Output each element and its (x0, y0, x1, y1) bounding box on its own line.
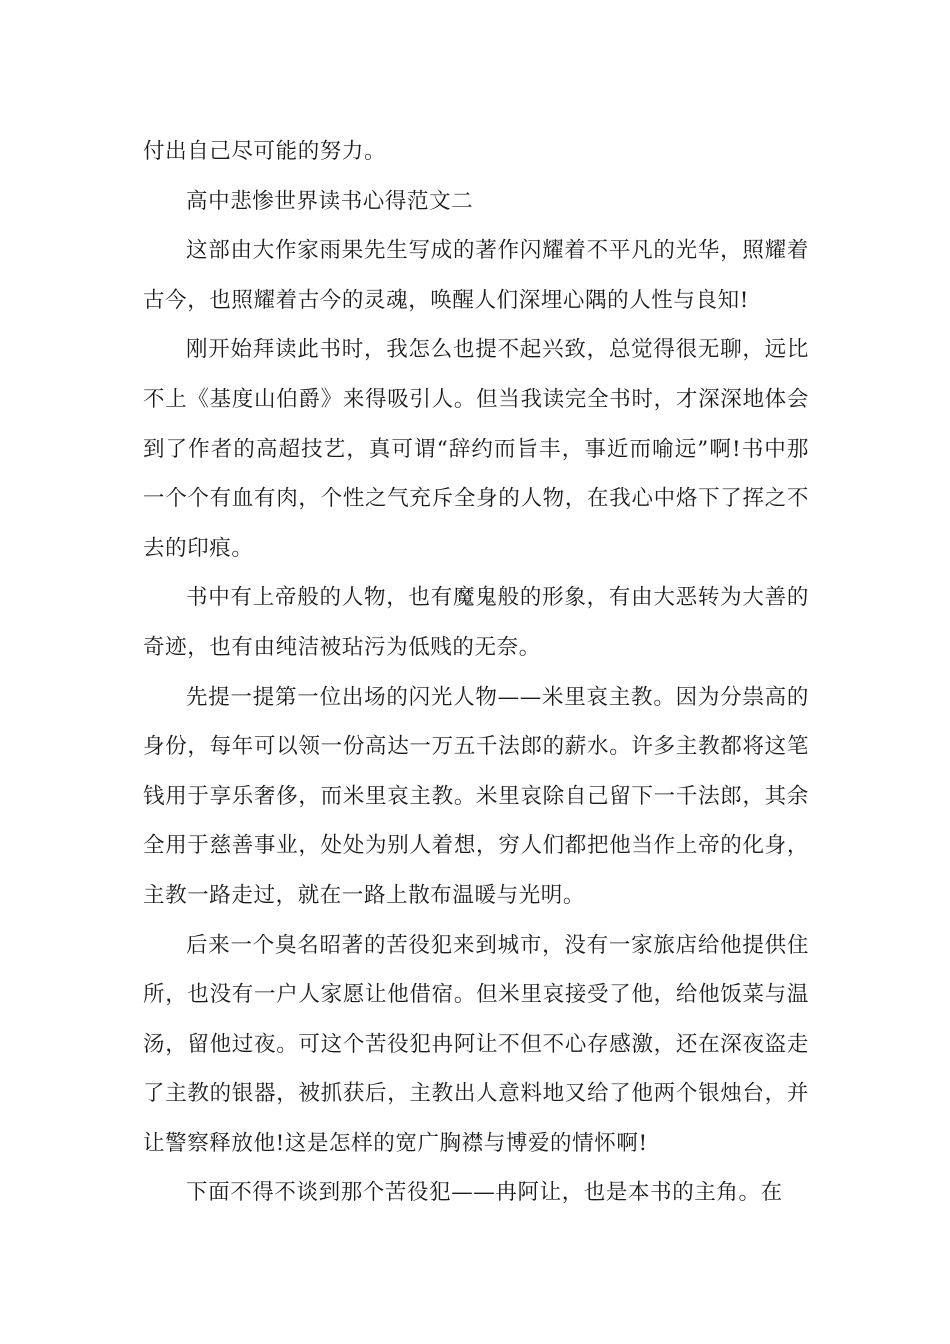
paragraph-2: 这部由大作家雨果先生写成的著作闪耀着不平凡的光华，照耀着古今，也照耀着古今的灵魂，唤醒人们深埋心隅的人性与良知! (143, 238, 809, 313)
paragraph-3: 刚开始拜读此书时，我怎么也提不起兴致，总觉得很无聊，远比不上《基度山伯爵》来得吸引人。但当我读完全书时，才深深地体会到了作者的高超技艺，真可谓“辞约而旨丰，事近而喻远”啊!书中那一个个有血有肉，个性之气充斥全身的人物，在我心中烙下了挥之不去的印痕。 (143, 337, 809, 561)
section-heading: 高中悲惨世界读书心得范文二 (186, 188, 474, 214)
paragraph-7: 下面不得不谈到那个苦役犯——冉阿让，也是本书的主角。在 (186, 1180, 783, 1206)
paragraph-6: 后来一个臭名昭著的苦役犯来到城市，没有一家旅店给他提供住所，也没有一户人家愿让他借宿。但米里哀接受了他，给他饭菜与温汤，留他过夜。可这个苦役犯冉阿让不但不心存感激，还在深夜盗走了主教的银器，被抓获后，主教出人意料地又给了他两个银烛台，并让警察释放他!这是怎样的宽广胸襟与博爱的情怀啊! (143, 932, 809, 1156)
document-body (143, 127, 809, 1218)
paragraph-5: 先提一提第一位出场的闪光人物——米里哀主教。因为分祟高的身份，每年可以领一份高达一万五千法郎的薪水。许多主教都将这笔钱用于享乐奢侈，而米里哀主教。米里哀除自己留下一千法郎，其余全用于慈善事业，处处为别人着想，穷人们都把他当作上帝的化身，主教一路走过，就在一路上散布温暖与光明。 (143, 684, 809, 908)
paragraph-1: 付出自己尽可能的努力。 (143, 139, 387, 164)
paragraph-4: 书中有上帝般的人物，也有魔鬼般的形象，有由大恶转为大善的奇迹，也有由纯洁被玷污为低贱的无奈。 (143, 585, 809, 660)
